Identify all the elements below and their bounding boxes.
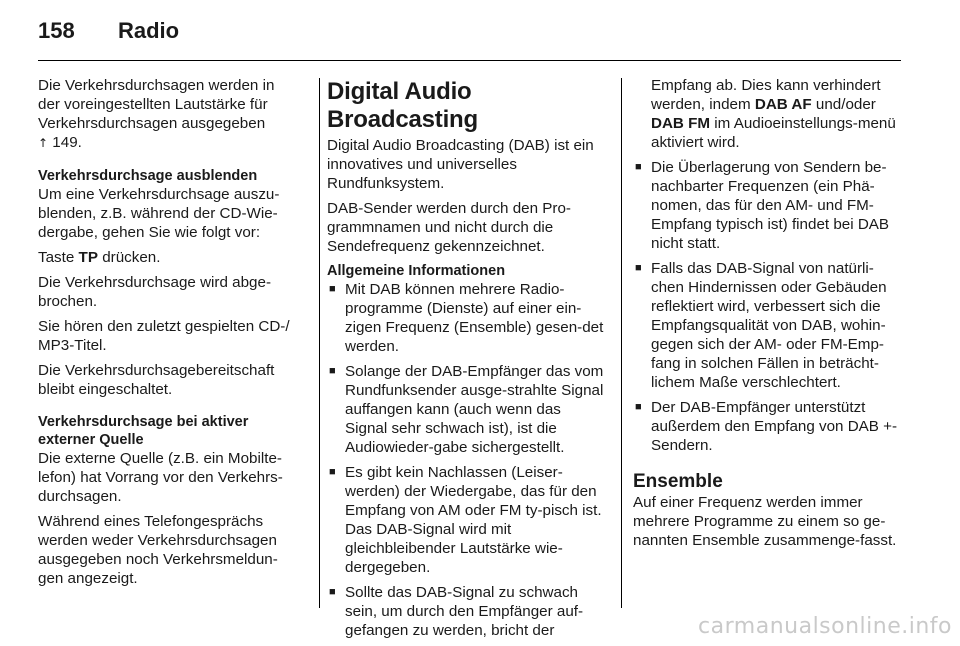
square-bullet-icon: ■ [329, 283, 336, 295]
paragraph: Auf einer Frequenz werden immer mehrere Programme zu einem so ge-nannten Ensemble zusammenge-fasst. [633, 494, 897, 549]
dab-fm-label: DAB FM [651, 115, 711, 132]
intro-paragraph: Die Verkehrsdurchsagen werden in der voreingestellten Lautstärke für Verkehrsdurchsagen ausgegeben ↑ 149. [38, 77, 275, 151]
square-bullet-icon: ■ [329, 365, 336, 377]
tp-key-label: TP [78, 249, 98, 266]
bullet-list [327, 280, 605, 640]
section-title-dab: Digital Audio Broadcasting [327, 78, 478, 133]
list-item: ■ Der DAB-Empfänger unterstützt außerdem den Empfang von DAB +-Sendern. [635, 399, 898, 454]
column-divider-2 [621, 78, 622, 608]
column-divider-1 [319, 78, 320, 608]
watermark: carmanualsonline.info [698, 614, 952, 639]
paragraph: Die externe Quelle (z.B. ein Mobilte-lefon) hat Vorrang vor den Verkehrs-durchsagen. [38, 450, 283, 505]
page-header [38, 18, 179, 44]
paragraph: Die Verkehrsdurchsage wird abge-brochen. [38, 274, 271, 310]
paragraph: Die Verkehrsdurchsagebereitschaft bleibt eingeschaltet. [38, 362, 275, 398]
page-title: Radio [118, 18, 180, 43]
list-item: ■ Falls das DAB-Signal von natürli-chen Hindernissen oder Gebäuden reflektiert wird, verbessert sich die Empfangsqualität von DAB, wohin-gegen sich der AM- oder FM-Emp-fang in solchen Fällen in beträcht-lichem Maße verschlechtert. [635, 260, 887, 391]
section-heading-hide-traffic: Verkehrsdurchsage ausblenden [38, 168, 258, 184]
paragraph: Sie hören den zuletzt gespielten CD-/ MP3-Titel. [38, 318, 290, 354]
list-item: ■ Es gibt kein Nachlassen (Leiser-werden) der Wiedergabe, das für den Empfang von AM oder FM ty-pisch ist. Das DAB-Signal wird mit gleichbleibender Lautstärke wie-dergegeben. [329, 464, 602, 576]
header-rule [38, 60, 901, 61]
square-bullet-icon: ■ [635, 262, 642, 274]
column-2 [327, 78, 605, 646]
paragraph: Digital Audio Broadcasting (DAB) ist ein innovatives und universelles Rundfunksystem. [327, 137, 594, 192]
section-heading-external-source: Verkehrsdurchsage bei aktiver externer Quelle [38, 414, 249, 448]
paragraph: DAB-Sender werden durch den Pro-grammnamen und nicht durch die Sendefrequenz gekennzeichnet. [327, 200, 571, 255]
paragraph-tp: Taste TP drücken. [38, 249, 161, 266]
section-title-ensemble: Ensemble [633, 471, 723, 492]
square-bullet-icon: ■ [329, 586, 336, 598]
column-1 [38, 76, 300, 594]
dab-af-label: DAB AF [754, 96, 812, 113]
square-bullet-icon: ■ [635, 401, 642, 413]
section-heading-general-info: Allgemeine Informationen [327, 263, 506, 279]
bullet-list [633, 158, 905, 455]
column-3 [633, 76, 905, 556]
page-ref-arrow-icon: ↑ [38, 136, 49, 150]
list-item: ■ Die Überlagerung von Sendern be-nachbarter Frequenzen (ein Phä-nomen, das für den AM- und FM-Empfang typisch ist) findet bei DAB nicht statt. [635, 159, 890, 252]
square-bullet-icon: ■ [635, 161, 642, 173]
square-bullet-icon: ■ [329, 466, 336, 478]
paragraph: Während eines Telefongesprächs werden weder Verkehrsdurchsagen ausgegeben noch Verkehrsmeldun-gen angezeigt. [38, 513, 278, 587]
page-number: 158 [38, 18, 75, 43]
continued-paragraph: Empfang ab. Dies kann verhindert werden, indem DAB AF und/oder DAB FM im Audioeinstellungs-menü aktiviert wird. [651, 77, 896, 151]
paragraph: Um eine Verkehrsdurchsage auszu-blenden, z.B. während der CD-Wie-dergabe, gehen Sie wie folgt vor: [38, 186, 280, 241]
list-item: ■ Mit DAB können mehrere Radio-programme (Dienste) auf einer ein-zigen Frequenz (Ensemble) gesen-det werden. [329, 281, 604, 355]
page-ref-link[interactable]: 149. [52, 134, 82, 151]
list-item: ■ Sollte das DAB-Signal zu schwach sein, um durch den Empfänger auf-gefangen zu werden, bricht der [329, 584, 584, 639]
list-item: ■ Solange der DAB-Empfänger das vom Rundfunksender ausge-strahlte Signal auffangen kann (auch wenn das Signal sehr schwach ist), ist die Audiowieder-gabe sichergestellt. [329, 363, 604, 456]
